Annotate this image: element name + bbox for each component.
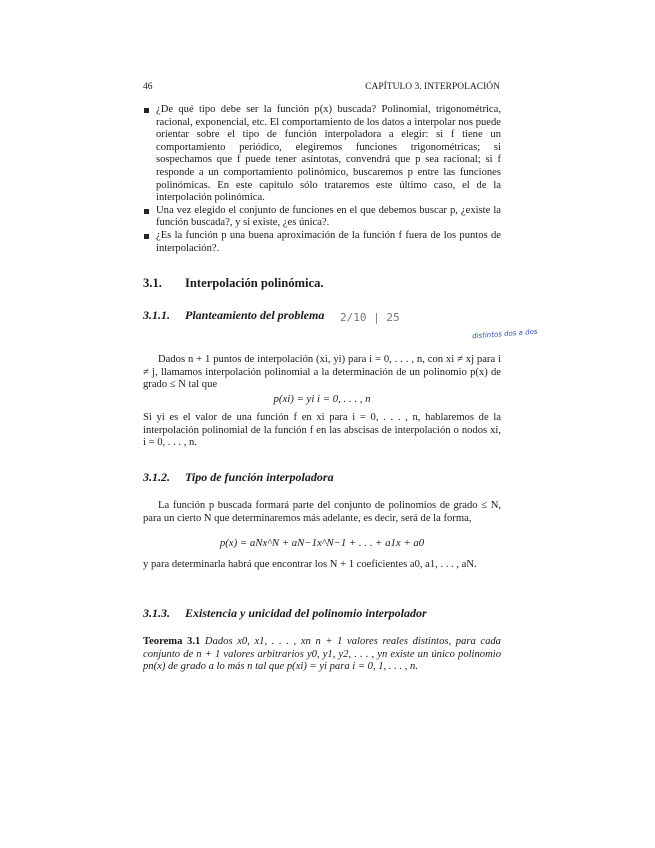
subsection-heading-3	[143, 606, 427, 621]
subsection-number: 3.1.1.	[143, 308, 170, 322]
page-number: 46	[143, 82, 153, 92]
equation-interpolation-condition: p(xi) = yi i = 0, . . . , n	[273, 393, 371, 405]
handwritten-margin-note: distintos dos a dos	[471, 327, 538, 341]
section-title: Interpolación polinómica.	[185, 276, 324, 290]
theorem-block	[143, 636, 501, 674]
theorem-text: Dados x0, x1, . . . , xn n + 1 valores reales distintos, para cada conjunto de n + 1 valores arbitrarios y0, y1, y2, . . . , yn existe un único polinomio pn(x) de grado a lo más n tal que p(xi) = yi para i = 0, 1, . . . , n.	[143, 636, 501, 673]
subsection-title: Planteamiento del problema	[185, 308, 325, 322]
section-number: 3.1.	[143, 276, 162, 290]
equation-polynomial: p(x) = aNx^N + aN−1x^N−1 + . . . + a1x + a0	[219, 537, 425, 549]
theorem-label: Teorema 3.1	[143, 636, 201, 647]
subsection-number: 3.1.2.	[143, 470, 170, 484]
question-list	[143, 104, 501, 255]
running-title: CAPÍTULO 3. INTERPOLACIÓN	[365, 82, 500, 92]
subsection-title: Existencia y unicidad del polinomio interpolador	[185, 606, 427, 620]
paragraph-polynomial-form: La función p buscada formará parte del conjunto de polinomios de grado ≤ N, para un cierto N que determinaremos más adelante, es decir, será de la forma,	[143, 500, 501, 524]
subsection-heading-1	[143, 308, 324, 323]
list-item: ¿De qué tipo debe ser la función p(x) buscada? Polinomial, trigonométrica, racional, exponencial, etc. El comportamiento de los datos a interpolar nos puede orientar sobre el tipo de función interpoladora a elegir: si f tiene un comportamiento periódico, elegiremos funciones trigonométricas; si sospechamos que f puede tener asíntotas, convendrá que p sea racional; si f responde a un comportamiento polinómico, buscaremos p entre las funciones polinómicas. En este capítulo sólo trataremos este último caso, el de la interpolación polinómica.	[143, 104, 501, 205]
subsection-number: 3.1.3.	[143, 606, 170, 620]
subsection-heading-2	[143, 470, 334, 485]
section-heading	[143, 276, 324, 291]
list-item: Una vez elegido el conjunto de funciones en el que debemos buscar p, ¿existe la función buscada?, y si existe, ¿es única?.	[143, 205, 501, 230]
subsection-title: Tipo de función interpoladora	[185, 470, 334, 484]
list-item: ¿Es la función p una buena aproximación de la función f fuera de los puntos de interpolación?.	[143, 230, 501, 255]
handwritten-pencil-note: 2/10 | 25	[340, 311, 400, 324]
paragraph-coefficients: y para determinarla habrá que encontrar los N + 1 coeficientes a0, a1, . . . , aN.	[143, 559, 477, 570]
paragraph-nodes: Si yi es el valor de una función f en xi para i = 0, . . . , n, hablaremos de la interpolación polinomial de la función f en las abscisas de interpolación o nodos xi, i = 0, . . . , n.	[143, 412, 501, 449]
paragraph-interpolation-definition: Dados n + 1 puntos de interpolación (xi, yi) para i = 0, . . . , n, con xi ≠ xj para i ≠ j, llamamos interpolación polinomial a la determinación de un polinomio p(x) de grado ≤ N tal que	[143, 354, 501, 391]
